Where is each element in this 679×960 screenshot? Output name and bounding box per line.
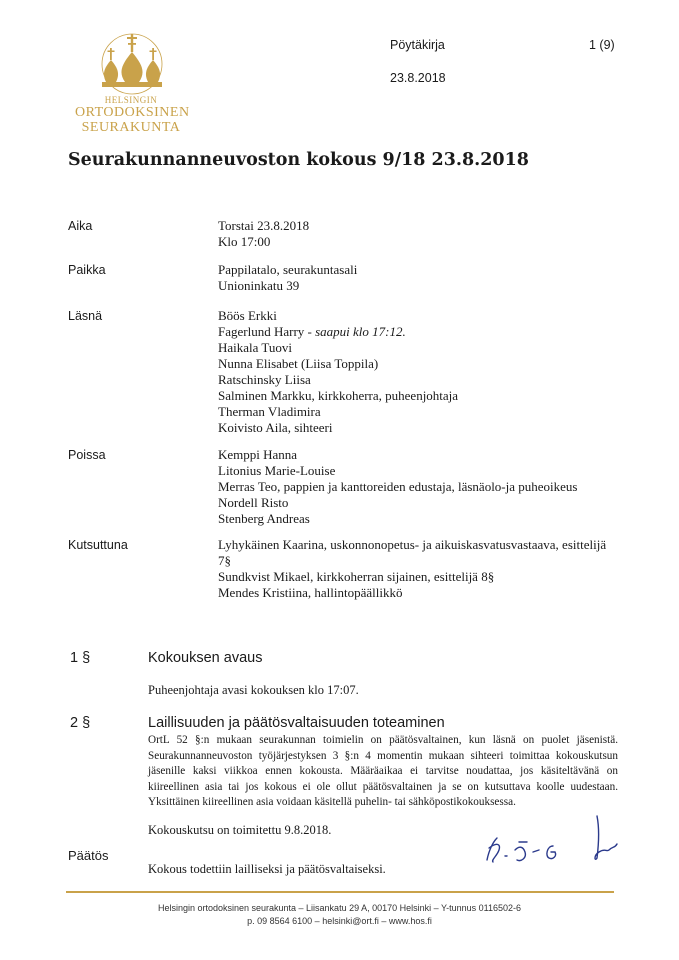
- invitee: Lyhykäinen Kaarina, uskonnonopetus- ja aikuiskasvatusvastaava, esittelijä: [218, 537, 607, 552]
- aika-line: Klo 17:00: [218, 234, 271, 249]
- logo-text-line3: SEURAKUNTA: [81, 120, 181, 135]
- document-date: 23.8.2018: [390, 71, 446, 85]
- absentee: Nordell Risto: [218, 495, 289, 510]
- value-lasna: [218, 308, 458, 436]
- label-lasna: Läsnä: [68, 309, 103, 323]
- section-number: 1 §: [70, 650, 91, 666]
- handwritten-initials: [475, 812, 635, 872]
- label-kutsuttuna: Kutsuttuna: [68, 538, 128, 552]
- page-title: Seurakunnanneuvoston kokous 9/18 23.8.2018: [68, 150, 529, 170]
- document-type: Pöytäkirja: [390, 38, 445, 52]
- attendee: Böös Erkki: [218, 308, 277, 323]
- logo-text-line1: HELSINGIN: [104, 95, 158, 105]
- attendee: Koivisto Aila, sihteeri: [218, 420, 333, 435]
- decision-label: Päätös: [68, 848, 109, 863]
- value-paikka: [218, 262, 357, 294]
- arrival-note: - saapui klo 17:12.: [304, 324, 406, 339]
- decision-text: Kokous todettiin lailliseksi ja päätösvaltaiseksi.: [148, 862, 386, 876]
- absentee: Merras Teo, pappien ja kanttoreiden edustaja, läsnäolo-ja puheoikeus: [218, 479, 578, 494]
- value-aika: [218, 218, 309, 250]
- invitee: Sundkvist Mikael, kirkkoherran sijainen, esittelijä 8§: [218, 569, 495, 584]
- attendee: Therman Vladimira: [218, 404, 321, 419]
- label-aika: Aika: [68, 219, 93, 233]
- absentee: Kemppi Hanna: [218, 447, 298, 462]
- page-number: 1 (9): [589, 38, 615, 52]
- logo-text-line2: ORTODOKSINEN: [75, 105, 190, 120]
- paikka-line: Unioninkatu 39: [218, 278, 300, 293]
- section-note: Kokouskutsu on toimitettu 9.8.2018.: [148, 823, 332, 837]
- attendee: Salminen Markku, kirkkoherra, puheenjohtaja: [218, 388, 459, 403]
- aika-line: Torstai 23.8.2018: [218, 218, 310, 233]
- label-paikka: Paikka: [68, 263, 106, 277]
- section-text: Puheenjohtaja avasi kokouksen klo 17:07.: [148, 683, 359, 697]
- attendee-name: Fagerlund Harry: [218, 324, 305, 339]
- absentee: Stenberg Andreas: [218, 511, 310, 526]
- footer-divider: [66, 891, 614, 893]
- absentee: Litonius Marie-Louise: [218, 463, 336, 478]
- attendee: Nunna Elisabet (Liisa Toppila): [218, 356, 379, 371]
- section-text: OrtL 52 §:n mukaan seurakunnan toimielin on päätösvaltainen, kun läsnä on puolet jäsenistä. Seurakunnanneuvoston työjärjestyksen 3 §:n 4 momentin mukaan sihteeri toimittaa kokouskutsun jäsenille kaksi viikkoa ennen kokousta. Määräaikaa ei tarvitse noudattaa, jos käsiteltävänä on kiireellinen asia tai jos kokous ei ole ollut päätösvaltainen ja se on kutsuttava koolle uudestaan. Yksittäinen kiireellinen asia voidaan käsitellä puhelin- tai sähköpostikokouksessa.: [148, 734, 618, 808]
- label-poissa: Poissa: [68, 448, 106, 462]
- invitee: 7§: [218, 553, 231, 568]
- section-heading: Laillisuuden ja päätösvaltaisuuden toteaminen: [148, 715, 445, 731]
- attendee: Ratschinsky Liisa: [218, 372, 311, 387]
- attendee: [218, 324, 458, 340]
- footer-contact: p. 09 8564 6100 – helsinki@ort.fi – www.hos.fi: [247, 916, 432, 926]
- value-kutsuttuna: [218, 537, 606, 601]
- section-heading: Kokouksen avaus: [148, 650, 263, 666]
- footer-address: Helsingin ortodoksinen seurakunta – Liisankatu 29 A, 00170 Helsinki – Y-tunnus 0116502-6: [157, 903, 522, 913]
- invitee: Mendes Kristiina, hallintopäällikkö: [218, 585, 403, 600]
- section-number: 2 §: [70, 715, 91, 731]
- attendee: Haikala Tuovi: [218, 340, 293, 355]
- value-poissa: [218, 447, 577, 527]
- paikka-line: Pappilatalo, seurakuntasali: [218, 262, 358, 277]
